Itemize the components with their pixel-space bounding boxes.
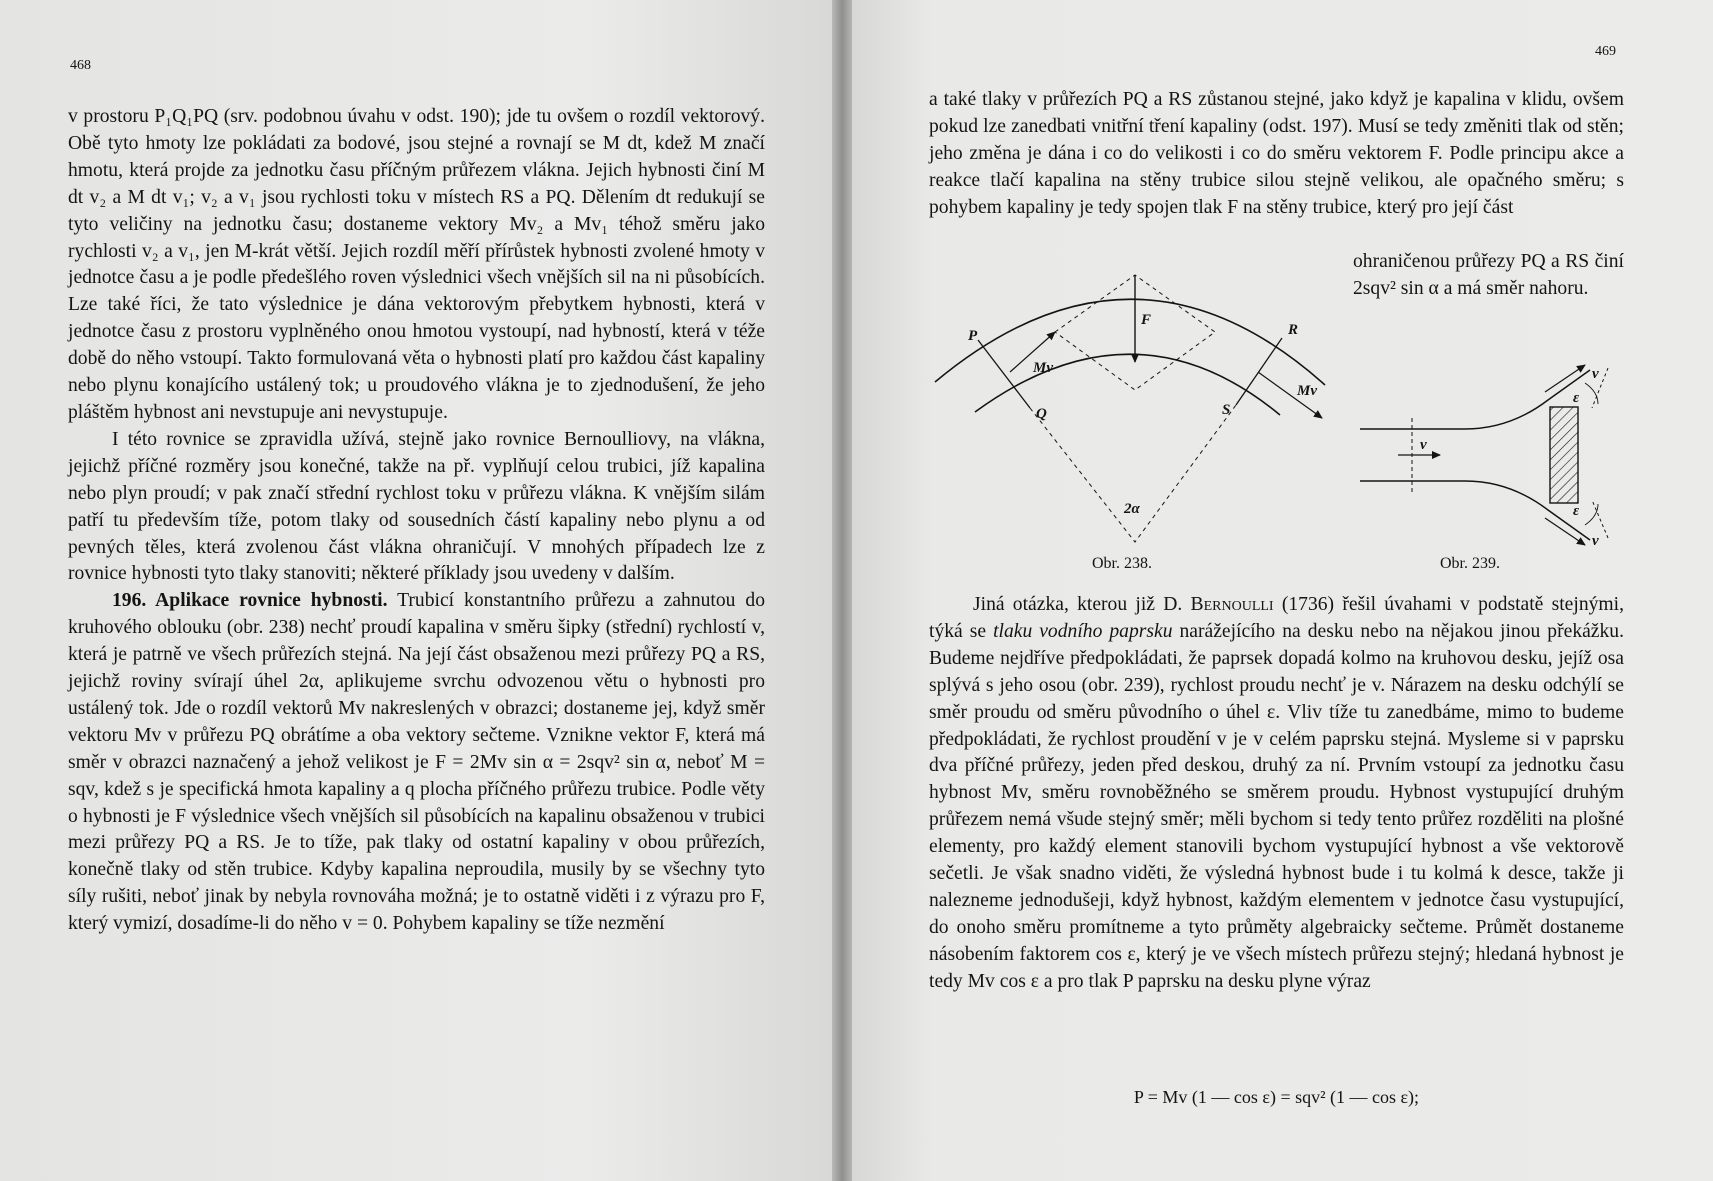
paragraph-lead: Jiná otázka, kterou již D. — [973, 594, 1191, 615]
radius-lines — [1030, 405, 1236, 542]
label-r: R — [1288, 322, 1299, 338]
author-name: Bernoulli — [1190, 594, 1274, 615]
page-number-right: 469 — [1595, 44, 1616, 59]
right-paragraph-side: ohraničenou průřezy PQ a RS činí 2sqv² sin α a má směr nahoru. — [1353, 251, 1624, 299]
right-page-body — [929, 592, 1624, 996]
figure-239-jet-on-plate — [1355, 360, 1620, 550]
left-paragraph-3 — [68, 588, 765, 938]
label-f: F — [1141, 312, 1152, 328]
label-v-bottom: v — [1592, 533, 1599, 549]
tube-outer-wall — [935, 299, 1325, 385]
paragraph-rest: narážejícího na desku nebo na nějakou jinou překážku. Budeme nejdříve předpokládati, že paprsek dopadá kolmo na kruhovou desku, jejíž osa splývá s jeho osou (obr. 239), rychlost proudu nechť je v. Nárazem na desku odchýlí se směr proudu od směru původního o úhel ε. Vliv tíže tu zanedbáme, mimo to budeme předpokládati, že rychlost proudění v je v celém paprsku stejná. Mysleme si v paprsku dva příčné průřezy, jeden před deskou, druhý za ní. Prvním vstoupí za jednotku času hybnost Mv, směru rovnoběžného se směrem proudu. Hybnost vystupující druhým průřezem nemá všude stejný směr; měli bychom si tedy tento průřez rozděliti na plošné elementy, pro každý element stanovili bychom vystupující hybnost a vše vektorově sečetli. Je však snadno viděti, že výsledná hybnost bude i tu kolmá k desce, takže ji nalezneme jednodušeji, když hybnost, každým elementem v jednotce času vystupující, do onoho směru promítneme a tyto průměty algebraicky sečteme. Průmět dostaneme násobením faktorem cos ε, který je ve všech místech průřezu stejný; hledaná hybnost je tedy Mv cos ε a pro tlak P paprsku na desku plyne výraz — [929, 620, 1624, 992]
label-angle: 2α — [1124, 501, 1140, 517]
figure-238-caption: Obr. 238. — [1092, 555, 1152, 572]
label-s: S — [1222, 402, 1231, 418]
section-heading: 196. Aplikace rovnice hybnosti. — [112, 590, 388, 612]
left-paragraph-1: v prostoru P₁Q₁PQ (srv. podobnou úvahu v odst. 190); jde tu ovšem o rozdíl vektorový. Obě tyto hmoty lze pokládati za bodové, jsou stejné a rovnají se M dt, kdež M značí hmotu, která projde za jednotku času příčným průřezem vlákna. Jejich hybnosti činí M dt v₂ a M dt v₁; v₂ a v₁ jsou rychlosti toku v místech RS a PQ. Dělením dt redukují se tyto veličiny na jednotku času; dostaneme vektory Mv₂ a Mv₁ téhož směru jako rychlosti v₂ a v₁, jen M-krát větší. Jejich rozdíl měří přírůstek hybnosti zvolené hmoty v jednotce času a je podle předešlého roven výslednici všech vnějších sil na ni působících. Lze také říci, že tato výslednice je dána vektorovým přebytkem hybnosti, která v jednotce času z prostoru vyplněného onou hmotou vystoupí, nad hybností, která v téže době do něho vstoupí. Takto formulovaná věta o hybnosti platí pro každou část kapaliny nebo plynu konajícího ustálený tok; u proudového vlákna je to zjednodušení, že jeho pláštěm hybnost ani nevstupuje ani nevystupuje. — [68, 106, 765, 423]
right-paragraph-top: a také tlaky v průřezích PQ a RS zůstanou stejné, jako když je kapalina v klidu, ovšem pokud lze zanedbati vnitřní tření kapaliny (odst. 197). Musí se tedy změniti tlak od stěn; jeho změna je dána i co do velikosti i co do směru vektorem F. Podle principu akce a reakce tlačí kapalina na stěny trubice silou stejně velikou, ale opačného směru; s pohybem kapaliny je tedy spojen tlak F na stěny trubice, který pro její část — [929, 89, 1624, 218]
figure-238-bent-tube — [925, 265, 1325, 555]
book-gutter — [832, 0, 852, 1181]
page-number-left: 468 — [70, 58, 91, 73]
left-page-body — [68, 104, 765, 938]
angle-arc-top — [1585, 383, 1598, 404]
cross-section-rs — [1236, 338, 1282, 405]
figure-239-caption: Obr. 239. — [1440, 555, 1500, 572]
section-body: Trubicí konstantního průřezu a zahnutou do kruhového oblouku (obr. 238) nechť proudí kapalina v směru šipky (střední) rychlostí v, která je patrně ve všech průřezích stejná. Na její část obsaženou mezi průřezy PQ a RS, jejichž roviny svírají úhel 2α, aplikujeme svrchu odvozenou větu o hybnosti pro ustálený tok. Jde o rozdíl vektorů Mv nakreslených v obrazci; dostaneme jej, když směr vektoru Mv v průřezu PQ obrátíme a oba vektory sečteme. Vznikne vektor F, která má směr v obrazci naznačený a jehož velikost je F = 2Mv sin α = 2sqv² sin α, neboť M = sqv, kdež s je specifická hmota kapaliny a q plocha příčného průřezu trubice. Podle věty o hybnosti je F výslednice všech vnějších sil působících na kapalinu obsaženou v trubici mezi průřezy PQ a RS. Je to tíže, pak tlaky od ostatní kapaliny v obou průřezích, konečně tlaky od stěn trubice. Kdyby kapalina neproudila, musily by se všechny tyto síly rušiti, neboť jinak by nebyla rovnováha možná; je to ostatně viděti i z výrazu pro F, který vymizí, dosadíme-li do něho v = 0. Pohybem kapaliny se tíže nezmění — [68, 590, 765, 935]
label-q: Q — [1036, 406, 1047, 422]
angle-arc-bottom — [1585, 504, 1598, 525]
label-mv-right: Mv — [1297, 383, 1317, 399]
paragraph-mid: (1736) řešil úvahami v podstatě stejnými, týká se — [929, 594, 1625, 642]
emphasis-text: tlaku vodního paprsku — [993, 620, 1173, 642]
right-paragraph-bottom — [929, 592, 1624, 996]
label-v-top: v — [1592, 366, 1599, 382]
label-eps-top: ε — [1573, 390, 1580, 406]
label-v-mid: v — [1420, 437, 1427, 453]
plate — [1550, 407, 1578, 503]
label-eps-bottom: ε — [1573, 503, 1580, 519]
label-p: P — [968, 328, 978, 344]
left-paragraph-2: I této rovnice se zpravidla užívá, stejně jako rovnice Bernoulliovy, na vlákna, jejichž příčné rozměry jsou konečné, takže na př. vyplňují celou trubici, jíž kapalina nebo plyn proudí; v pak značí střední rychlost toku v průřezu vlákna. K vnějším silám patří tu především tíže, potom tlaky od sousedních částí kapaliny nebo plynu a od pevných těles, která zvolenou část vlákna ohraničují. V mnohých případech lze z rovnice hybnosti tyto tlaky stanoviti; některé příklady jsou uvedeny v dalším. — [68, 428, 765, 585]
cross-section-pq — [978, 340, 1030, 408]
formula-jet-pressure: P = Mv (1 — cos ε) = sqv² (1 — cos ε); — [1133, 1087, 1420, 1107]
label-mv-left: Mv — [1033, 360, 1053, 376]
